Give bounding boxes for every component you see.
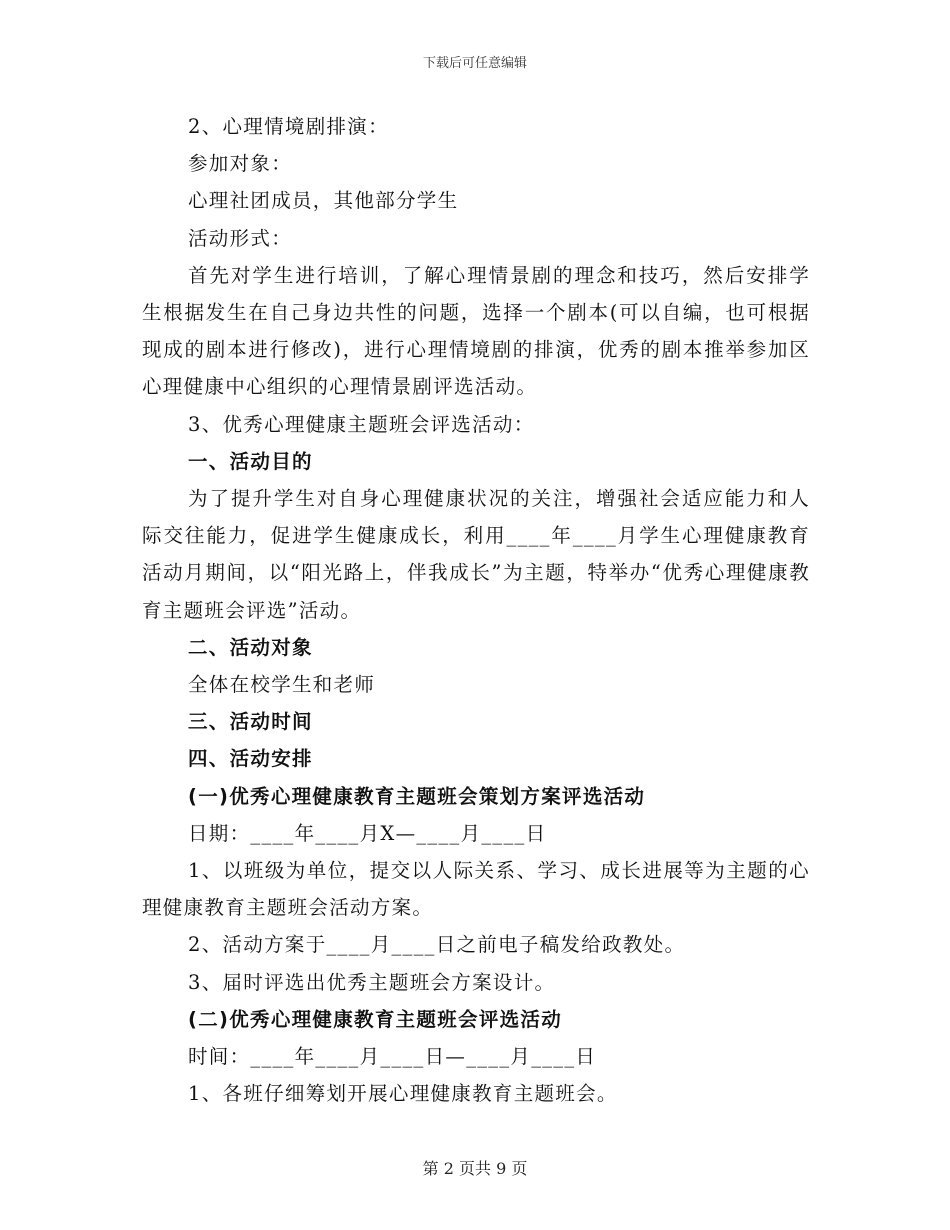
subheading-class-meeting-selection: (二)优秀心理健康教育主题班会评选活动 [188,1007,563,1031]
subheading-plan-selection: (一)优秀心理健康教育主题班会策划方案评选活动 [188,784,646,808]
heading-arrangement: 四、活动安排 [188,747,313,771]
page-header: 下载后可任意编辑 [422,56,527,71]
meeting-time-line: 时间：____年____月____日—____月____日 [188,1045,597,1069]
heading-target: 二、活动对象 [188,635,313,659]
plan-item-2: 2、活动方案于____月____日之前电子稿发给政教处。 [188,933,686,957]
meeting-item-1: 1、各班仔细筹划开展心理健康教育主题班会。 [188,1082,618,1106]
activity-form-paragraph: 首先对学生进行培训，了解心理情景剧的理念和技巧，然后安排学生根据发生在自己身边共性的问题，选择一个剧本(可以自编，也可根据现成的剧本进行修改)，进行心理情境剧的排演，优秀的剧本推举参加区心理健康中心组织的心理情景剧评选活动。 [142,263,810,399]
participants-value: 心理社团成员，其他部分学生 [188,189,459,213]
section-item-3-title: 3、优秀心理健康主题班会评选活动： [188,412,535,436]
target-value: 全体在校学生和老师 [188,673,376,697]
plan-item-1: 1、以班级为单位，提交以人际关系、学习、成长进展等为主题的心理健康教育主题班会活动方案。 [142,859,810,920]
purpose-paragraph: 为了提升学生对自身心理健康状况的关注，增强社会适应能力和人际交往能力，促进学生健康成长，利用____年____月学生心理健康教育活动月期间，以“阳光路上，伴我成长”为主题，特举办“优秀心理健康教育主题班会评选”活动。 [142,487,810,622]
document-body [142,108,810,1112]
heading-time: 三、活动时间 [188,710,313,734]
page-footer: 第 2 页共 9 页 [422,1159,528,1178]
plan-item-3: 3、届时评选出优秀主题班会方案设计。 [188,970,556,994]
plan-date-line: 日期：____年____月X—____月____日 [188,821,547,845]
activity-form-label: 活动形式： [188,226,293,250]
participants-label: 参加对象： [188,152,293,176]
heading-purpose: 一、活动目的 [188,449,313,473]
section-item-2-title: 2、心理情境剧排演： [188,115,389,138]
